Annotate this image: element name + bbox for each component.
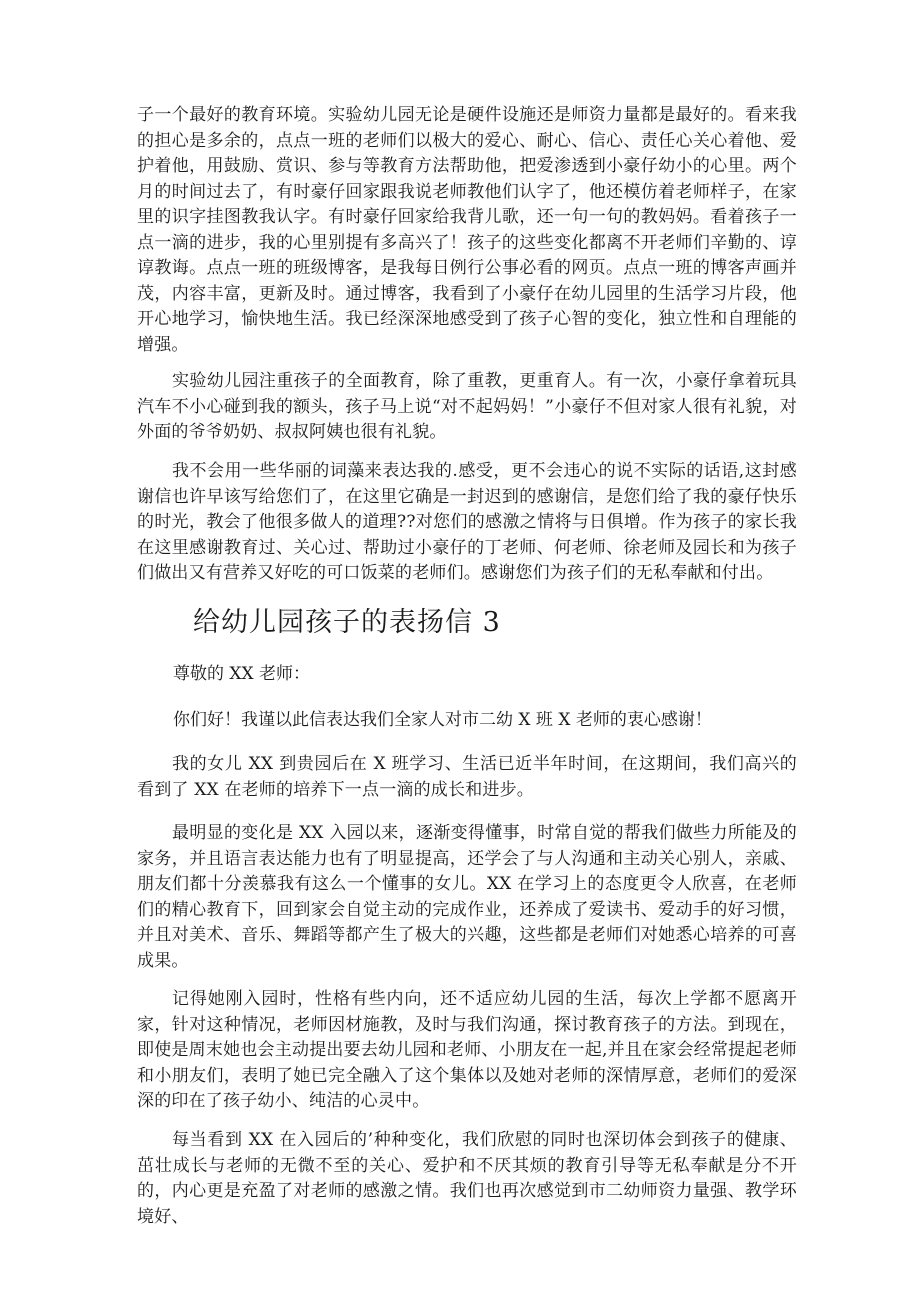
paragraph-1: 子一个最好的教育环境。实验幼儿园无论是硬件设施还是师资力量都是最好的。看来我的担心是多余的，点点一班的老师们以极大的爱心、耐心、信心、责任心关心着他、爱护着他，用鼓励、赏识、参与等教育方法帮助他，把爱渗透到小豪仔幼小的心里。两个月的时间过去了，有时豪仔回家跟我说老师教他们认字了，他还模仿着老师样子，在家里的识字挂图教我认字。有时豪仔回家给我背儿歌，还一句一句的教妈妈。看着孩子一点一滴的进步，我的心里别提有多高兴了！孩子的这些变化都离不开老师们辛勤的、谆谆教诲。点点一班的班级博客，是我每日例行公事必看的网页。点点一班的博客声画并茂，内容丰富，更新及时。通过博客，我看到了小豪仔在幼儿园里的生活学习片段，他开心地学习，愉快地生活。我已经深深地感受到了孩子心智的变化，独立性和自理能的增强。	[137, 105, 797, 355]
letter-paragraph-2: 最明显的变化是 XX 入园以来，逐渐变得懂事，时常自觉的帮我们做些力所能及的家务，并且语言表达能力也有了明显提高，还学会了与人沟通和主动关心别人，亲戚、朋友们都十分羡慕我有这么一个懂事的女儿。XX 在学习上的态度更令人欣喜，在老师们的精心教育下，回到家会自觉主动的完成作业，还养成了爱读书、爱动手的好习惯，并且对美术、音乐、舞蹈等都产生了极大的兴趣，这些都是老师们对她悉心培养的可喜成果。	[137, 823, 797, 971]
paragraph-3: 我不会用一些华丽的词藻来表达我的.感受，更不会违心的说不实际的话语,这封感谢信也许早该写给您们了，在这里它确是一封迟到的感谢信，是您们给了我的豪仔快乐的时光，教会了他很多做人的道理??对您们的感激之情将与日俱增。作为孩子的家长我在这里感谢教育过、关心过、帮助过小豪仔的丁老师、何老师、徐老师及园长和为孩子们做出又有营养又好吃的可口饭菜的老师们。感谢您们为孩子们的无私奉献和付出。	[137, 461, 797, 583]
letter-paragraph-4: 每当看到 XX 在入园后的’种种变化，我们欣慰的同时也深切体会到孩子的健康、茁壮成长与老师的无微不至的关心、爱护和不厌其烦的教育引导等无私奉献是分不开的，内心更是充盈了对老师的感激之情。我们也再次感觉到市二幼师资力量强、教学环境好、	[137, 1130, 797, 1227]
paragraph-2: 实验幼儿园注重孩子的全面教育，除了重教，更重育人。有一次，小豪仔拿着玩具汽车不小心碰到我的额头，孩子马上说“对不起妈妈！”小豪仔不但对家人很有礼貌，对外面的爷爷奶奶、叔叔阿姨也很有礼貌。	[137, 371, 797, 442]
letter-paragraph-3: 记得她刚入园时，性格有些内向，还不适应幼儿园的生活，每次上学都不愿离开家，针对这种情况，老师因材施教，及时与我们沟通，探讨教育孩子的方法。到现在，即使是周末她也会主动提出要去幼儿园和老师、小朋友在一起,并且在家会经常提起老师和小朋友们，表明了她已完全融入了这个集体以及她对老师的深情厚意，老师们的爱深深的印在了孩子幼小、纯洁的心灵中。	[137, 989, 797, 1111]
section-title: 给幼儿园孩子的表扬信 3	[193, 607, 501, 638]
letter-salutation: 尊敬的 XX 老师：	[173, 664, 311, 684]
letter-paragraph-1: 我的女儿 XX 到贵园后在 X 班学习、生活已近半年时间，在这期间，我们高兴的看到了 XX 在老师的培养下一点一滴的成长和进步。	[137, 754, 797, 800]
letter-greeting: 你们好！我谨以此信表达我们全家人对市二幼 X 班 X 老师的衷心感谢！	[173, 710, 712, 730]
